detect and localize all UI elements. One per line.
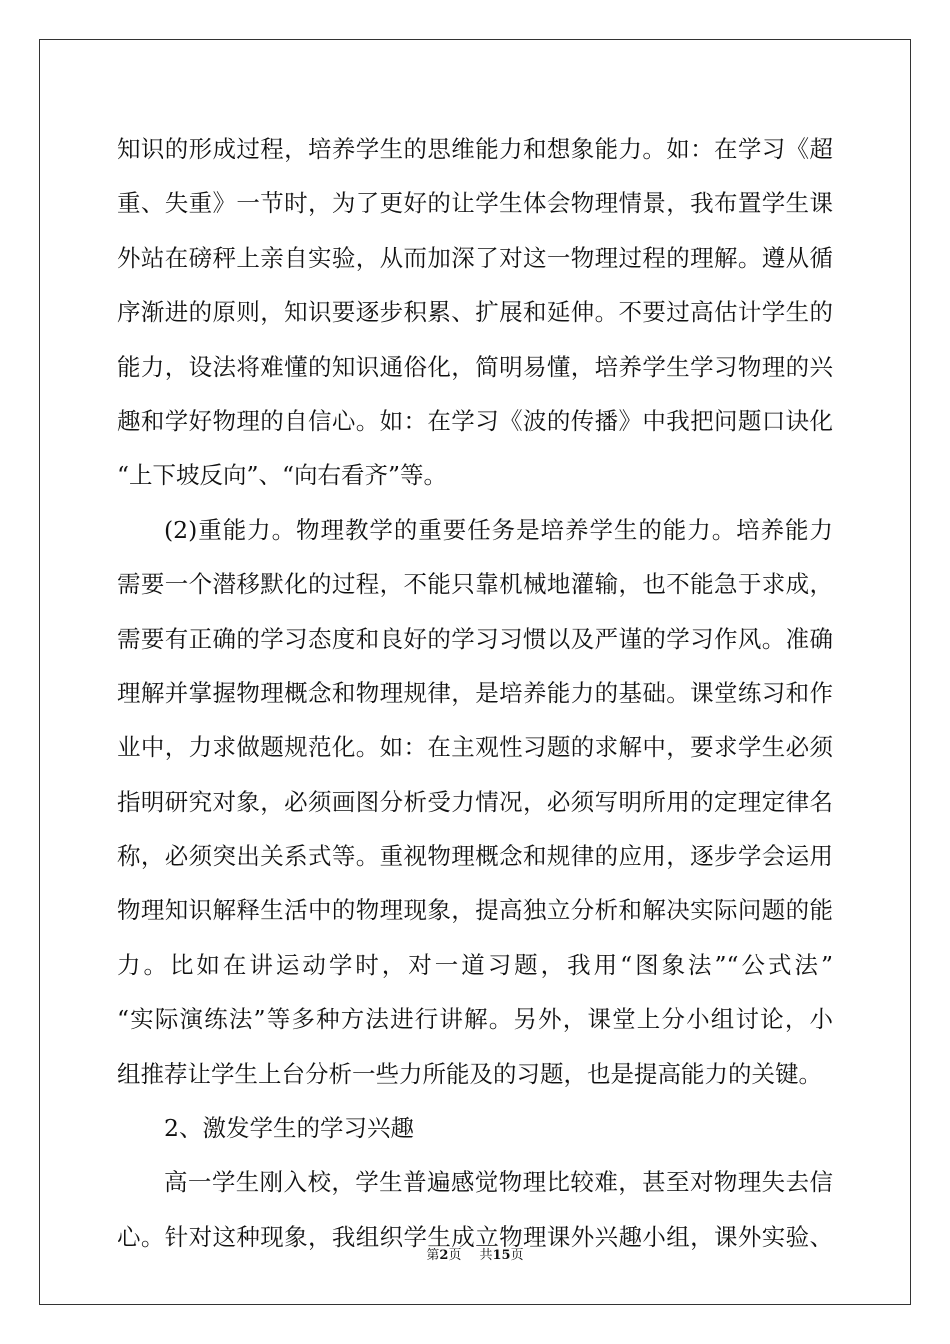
page-footer <box>0 1248 950 1264</box>
text-line: 指明研究对象，必须画图分析受力情况，必须写明所用的定理定律名 <box>117 787 833 816</box>
text-line: 趣和学好物理的自信心。如：在学习《波的传播》中我把问题口诀化 <box>117 406 833 435</box>
document-body <box>117 122 833 1264</box>
text-line: 力。比如在讲运动学时，对一道习题，我用“图象法”“公式法” <box>117 950 833 979</box>
text-line: 需要有正确的学习态度和良好的学习习惯以及严谨的学习作风。准确 <box>117 624 833 653</box>
text-line: 序渐进的原则，知识要逐步积累、扩展和延伸。不要过高估计学生的 <box>117 298 833 327</box>
text-line: 理解并掌握物理概念和物理规律，是培养能力的基础。课堂练习和作 <box>117 678 833 707</box>
section-heading: 2、激发学生的学习兴趣 <box>164 1114 414 1143</box>
page-prefix: 第 <box>426 1248 440 1263</box>
text-line: 重、失重》一节时，为了更好的让学生体会物理情景，我布置学生课 <box>117 189 833 218</box>
text-line: 能力，设法将难懂的知识通俗化，简明易懂，培养学生学习物理的兴 <box>117 352 833 381</box>
text-line: 高一学生刚入校，学生普遍感觉物理比较难，甚至对物理失去信 <box>164 1168 833 1197</box>
total-pages: 15 <box>492 1248 511 1263</box>
total-suffix: 页 <box>510 1248 524 1263</box>
text-line: (2)重能力。物理教学的重要任务是培养学生的能力。培养能力 <box>164 515 833 544</box>
page-suffix: 页 <box>448 1248 462 1263</box>
page-number: 2 <box>439 1248 449 1263</box>
text-line: 心。针对这种现象，我组织学生成立物理课外兴趣小组，课外实验、 <box>117 1222 833 1251</box>
text-line: 业中，力求做题规范化。如：在主观性习题的求解中，要求学生必须 <box>117 733 833 762</box>
text-line: 知识的形成过程，培养学生的思维能力和想象能力。如：在学习《超 <box>117 135 833 163</box>
text-line: “实际演练法”等多种方法进行讲解。另外，课堂上分小组讨论，小 <box>117 1005 833 1034</box>
total-prefix: 共 <box>479 1248 493 1263</box>
text-line: 物理知识解释生活中的物理现象，提高独立分析和解决实际问题的能 <box>117 896 833 925</box>
text-line: “上下坡反向”、“向右看齐”等。 <box>117 461 448 490</box>
text-line: 外站在磅秤上亲自实验，从而加深了对这一物理过程的理解。遵从循 <box>117 243 833 272</box>
text-line: 称，必须突出关系式等。重视物理概念和规律的应用，逐步学会运用 <box>117 842 833 871</box>
text-line: 需要一个潜移默化的过程，不能只靠机械地灌输，也不能急于求成， <box>117 570 833 599</box>
text-line: 组推荐让学生上台分析一些力所能及的习题，也是提高能力的关键。 <box>117 1059 822 1088</box>
